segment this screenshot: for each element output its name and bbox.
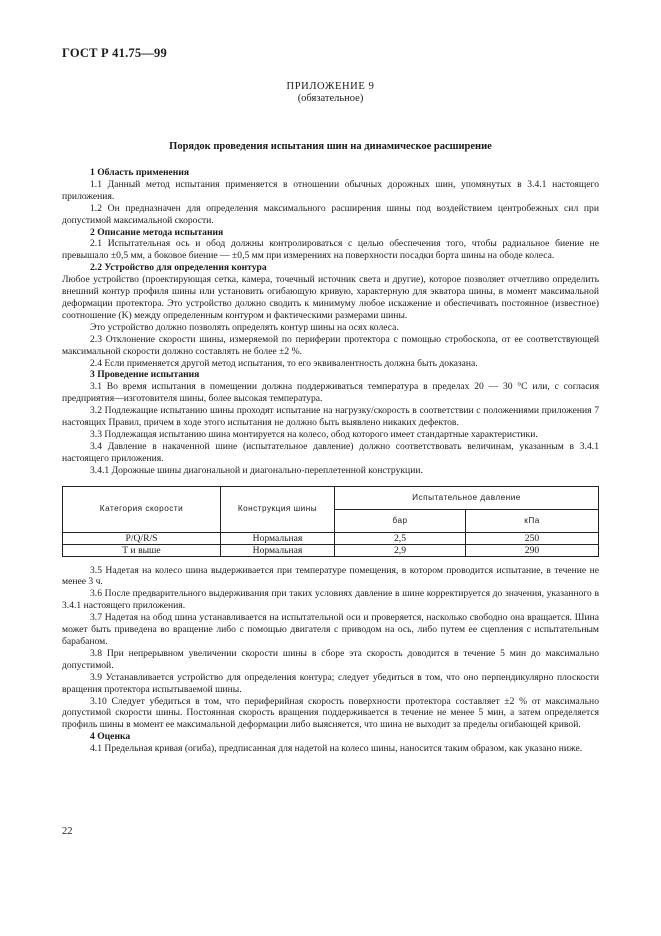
- cell-category: P/Q/R/S: [63, 532, 221, 544]
- paragraph-2-1: 2.1 Испытательная ось и обод должны контролироваться с целью обеспечения того, чтобы радиальное биение не превышало ±0,5 мм, а боковое биение — ±0,5 мм при измерениях на поверхности посадки борта шины на ободе колеса.: [62, 238, 599, 262]
- cell-kpa: 250: [466, 532, 599, 544]
- paragraph-3-3: 3.3 Подлежащая испытанию шина монтируется на колесо, обод которого имеет стандартные характеристики.: [90, 428, 538, 440]
- paragraph-3-5: 3.5 Надетая на колесо шина выдерживается при температуре помещения, в котором проводится испытание, в течение не менее 3 ч.: [62, 564, 599, 588]
- cell-bar: 2,9: [335, 544, 466, 556]
- paragraph-2-4: 2.4 Если применяется другой метод испытания, то его эквивалентность должна быть доказана.: [90, 357, 478, 369]
- header-speed-category: Категория скорости: [63, 486, 221, 532]
- paragraph-3-4: 3.4 Давление в накаченной шине (испытательное давление) должно соответствовать величинам, указанным в 3.4.1 настоящего приложения.: [62, 440, 599, 464]
- header-unit-kpa: кПа: [466, 509, 599, 532]
- header-unit-bar: бар: [335, 509, 466, 532]
- paragraph-3-2: 3.2 Подлежащие испытанию шины проходят испытание на нагрузку/скорость в соответствии с положениями приложения 7 настоящих Правил, причем в ходе этого испытания не должно быть выявлено никаких дефектов.: [62, 405, 599, 429]
- header-tire-construction: Конструкция шины: [221, 486, 335, 532]
- main-title: Порядок проведения испытания шин на динамическое расширение: [169, 141, 492, 152]
- paragraph-2-2-a: Любое устройство (проектирующая сетка, камера, точечный источник света и другие), которое позволяет отчетливо определить внешний контур профиля шины или установить огибающую кривую, характерную для экватора шины, в момент максимальной деформации протектора. Это устройство должно сводить к минимуму любое искажение и обеспечивать постоянное (известное) соотношение (K) между определенным контуром и фактическими размерами шины.: [62, 274, 599, 321]
- paragraph-2-3: 2.3 Отклонение скорости шины, измеряемой по периферии протектора с помощью стробоскопа, от ее соответствующей максимальной скорости должно составлять не более ±2 %.: [62, 333, 599, 357]
- subsection-2-2-title: 2.2 Устройство для определения контура: [90, 262, 267, 274]
- cell-bar: 2,5: [335, 532, 466, 544]
- section-1-title: 1 Область применения: [90, 167, 190, 178]
- annex-subtitle: (обязательное): [297, 93, 364, 104]
- paragraph-3-9: 3.9 Устанавливается устройство для определения контура; следует убедиться в том, что оно перпендикулярно плоскости вращения протектора испытываемой шины.: [62, 671, 599, 695]
- paragraph-3-4-1: 3.4.1 Дорожные шины диагональной и диагонально-переплетенной конструкции.: [90, 464, 423, 476]
- page-number: 22: [62, 826, 73, 837]
- pressure-table: [62, 486, 599, 557]
- paragraph-3-1: 3.1 Во время испытания в помещении должна поддерживаться температура в пределах 20 — 30 °С или, с согласия предприятия—изготовителя шины, более высокая температура.: [62, 381, 599, 405]
- document-header: ГОСТ Р 41.75—99: [62, 46, 167, 60]
- cell-construction: Нормальная: [221, 544, 335, 556]
- section-3-title: 3 Проведение испытания: [90, 369, 200, 381]
- header-test-pressure: Испытательное давление: [335, 486, 599, 509]
- paragraph-1-1: 1.1 Данный метод испытания применяется в отношении обычных дорожных шин, упомянутых в 3.4.1 настоящего приложения.: [62, 178, 599, 202]
- cell-construction: Нормальная: [221, 532, 335, 544]
- cell-kpa: 290: [466, 544, 599, 556]
- document-body: [62, 167, 599, 755]
- paragraph-3-7: 3.7 Надетая на обод шина устанавливается на испытательной оси и проверяется, насколько свободно она вращается. Шина может быть приведена во вращение либо с помощью двигателя с приводом на ось, либо путем ее сцепления с испытательным барабаном.: [62, 612, 599, 647]
- section-2-title: 2 Описание метода испытания: [90, 226, 224, 238]
- annex-title: ПРИЛОЖЕНИЕ 9: [286, 81, 375, 92]
- section-4-title: 4 Оценка: [90, 731, 131, 743]
- paragraph-3-10: 3.10 Следует убедиться в том, что периферийная скорость поверхности протектора составляет ±2 % от максимально допустимой скорости шины. Постоянная скорость вращения поддерживается в течение не менее 5 мин, а затем определяется профиль шины в момент ее максимальной деформации либо выясняется, что шина не выходит за пределы огибающей кривой.: [62, 695, 599, 731]
- table-row: [63, 544, 599, 556]
- paragraph-2-2-b: Это устройство должно позволять определять контур шины на осях колеса.: [90, 321, 399, 333]
- paragraph-3-8: 3.8 При непрерывном увеличении скорости шины в сборе эта скорость доводится в течение 5 мин до максимально допустимой.: [62, 647, 599, 671]
- paragraph-4-1: 4.1 Предельная кривая (огиба), предписанная для надетой на колесо шины, наносится таким образом, как указано ниже.: [90, 743, 583, 755]
- table-row: [63, 532, 599, 544]
- paragraph-3-6: 3.6 После предварительного выдерживания при таких условиях давление в шине корректируется до значения, указанного в 3.4.1 настоящего приложения.: [62, 588, 599, 612]
- paragraph-1-2: 1.2 Он предназначен для определения максимального расширения шины под воздействием центробежных сил при допустимой максимальной скорости.: [62, 202, 599, 226]
- cell-category: Т и выше: [63, 544, 221, 556]
